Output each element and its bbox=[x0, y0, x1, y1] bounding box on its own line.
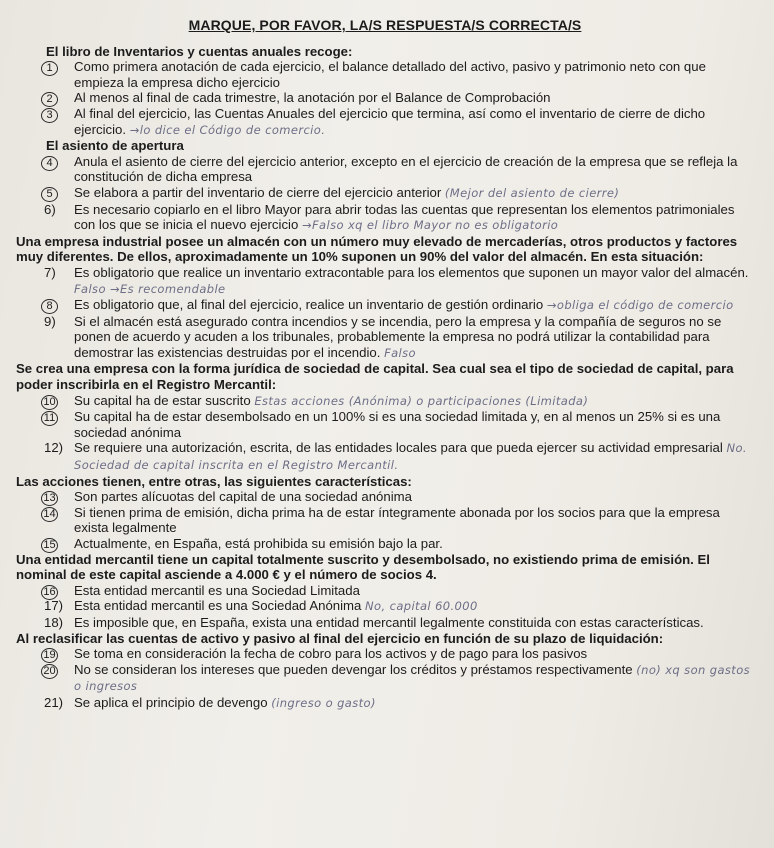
answer-option bbox=[16, 409, 754, 440]
answer-text: Se toma en consideración la fecha de cobro para los activos y de pago para los pasivos bbox=[74, 646, 588, 662]
question-list bbox=[16, 44, 754, 712]
answer-text: Se elabora a partir del inventario de cierre del ejercicio anterior bbox=[74, 184, 442, 200]
circled-answer-number bbox=[44, 154, 70, 171]
answer-number-label: 14 bbox=[41, 507, 58, 522]
answer-number-label: 7) bbox=[44, 264, 56, 280]
circled-answer-number bbox=[44, 646, 70, 663]
answer-number bbox=[44, 598, 70, 614]
circled-answer-number bbox=[44, 90, 70, 107]
answer-text: Su capital ha de estar desembolsado en un 100% si es una sociedad limitada y, en al menos un 25% si es una sociedad anónima bbox=[74, 409, 721, 440]
answer-option bbox=[16, 598, 754, 615]
answer-option bbox=[16, 440, 754, 473]
handwritten-note: (no) xq son gastos o ingresos bbox=[74, 662, 751, 694]
section-heading: Al reclasificar las cuentas de activo y pasivo al final del ejercicio en función de su plazo de liquidación: bbox=[16, 630, 664, 646]
circled-answer-number bbox=[44, 297, 70, 314]
answer-option bbox=[16, 505, 754, 536]
answer-text: Su capital ha de estar suscrito bbox=[74, 392, 251, 408]
section-acciones bbox=[16, 474, 754, 552]
answer-number-label: 17) bbox=[44, 598, 64, 614]
answer-option bbox=[16, 314, 754, 362]
answer-text: Se aplica el principio de devengo bbox=[74, 694, 268, 710]
answer-number-label: 18) bbox=[44, 614, 64, 630]
handwritten-note: Estas acciones (Anónima) o participaciones (Limitada) bbox=[254, 393, 589, 408]
answer-number-label: 19 bbox=[41, 648, 58, 663]
answer-option bbox=[16, 646, 754, 662]
answer-number-label: 9) bbox=[44, 313, 56, 329]
section-libro-inventarios bbox=[16, 44, 754, 139]
circled-answer-number bbox=[44, 185, 70, 202]
section-entidad-mercantil bbox=[16, 552, 754, 631]
answer-option bbox=[16, 536, 754, 552]
circled-answer-number bbox=[44, 59, 70, 76]
answer-option bbox=[16, 265, 754, 297]
answer-text: Al final del ejercicio, las Cuentas Anuales del ejercicio que termina, así como el inventario de cierre de dicho ejercicio. bbox=[74, 105, 706, 137]
section-reclasificar bbox=[16, 631, 754, 712]
circled-answer-number bbox=[44, 536, 70, 553]
answer-number-label: 10 bbox=[41, 395, 58, 410]
handwritten-note: Falso bbox=[384, 345, 416, 360]
answer-number-label: 6) bbox=[44, 201, 56, 217]
section-sociedad-capital bbox=[16, 361, 754, 473]
answer-number-label: 21) bbox=[44, 694, 64, 710]
handwritten-note: Falso →Es recomendable bbox=[74, 281, 226, 296]
answer-text: Son partes alícuotas del capital de una sociedad anónima bbox=[74, 489, 412, 505]
answer-option bbox=[16, 106, 754, 138]
answer-option bbox=[16, 695, 754, 712]
answer-number bbox=[44, 695, 70, 711]
answer-text: Es imposible que, en España, exista una entidad mercantil legalmente constituida con estas características. bbox=[74, 614, 704, 630]
handwritten-note: No, capital 60.000 bbox=[365, 599, 478, 614]
circled-answer-number bbox=[44, 583, 70, 600]
answer-option bbox=[16, 583, 754, 599]
answer-option bbox=[16, 154, 754, 185]
answer-option bbox=[16, 185, 754, 202]
answer-number-label: 5 bbox=[41, 187, 58, 202]
answer-option bbox=[16, 615, 754, 631]
answer-number-label: 1 bbox=[41, 61, 58, 76]
section-heading: Una empresa industrial posee un almacén con un número muy elevado de mercaderías, otros productos y factores muy diferentes. De ellos, aproximadamente un 10% suponen un 90% del valor del almacén. En esta situación: bbox=[16, 233, 738, 265]
answer-text: No se consideran los intereses que pueden devengar los créditos y préstamos respectivamente bbox=[74, 661, 633, 677]
circled-answer-number bbox=[44, 505, 70, 522]
answer-text: Actualmente, en España, está prohibida su emisión bajo la par. bbox=[74, 536, 443, 551]
section-heading: Las acciones tienen, entre otras, las siguientes características: bbox=[16, 473, 412, 489]
section-heading: Se crea una empresa con la forma jurídica de sociedad de capital. Sea cual sea el tipo de sociedad de capital, para poder inscribirla en el Registro Mercantil: bbox=[16, 361, 734, 393]
section-heading: Una entidad mercantil tiene un capital totalmente suscrito y desembolsado, no existiendo prima de emisión. El nominal de este capital asciende a 4.000 € y el número de socios 4. bbox=[16, 551, 710, 583]
section-asiento-apertura bbox=[16, 138, 754, 234]
answer-text: Esta entidad mercantil es una Sociedad Limitada bbox=[74, 582, 360, 598]
section-heading: El asiento de apertura bbox=[46, 138, 184, 154]
answer-number-label: 3 bbox=[41, 108, 58, 123]
page-title: MARQUE, POR FAVOR, LA/S RESPUESTA/S CORRECTA/S bbox=[188, 17, 582, 33]
answer-option bbox=[16, 489, 754, 505]
section-almacen bbox=[16, 234, 754, 362]
answer-number bbox=[44, 202, 70, 218]
answer-text: Si el almacén está asegurado contra incendios y se incendia, pero la empresa y la compañía de seguros no se ponen de acuerdo y acuden a los tribunales, probablemente la empresa no podrá utilizar la contabilidad para demostrar las existencias destruidas por el incendio. bbox=[74, 313, 722, 360]
circled-answer-number bbox=[44, 393, 70, 410]
answer-text: Es necesario copiarlo en el libro Mayor para abrir todas las cuentas que representan los elementos patrimoniales con los que se inicia el nuevo ejercicio bbox=[74, 201, 735, 233]
answer-number-label: 15 bbox=[41, 538, 58, 553]
answer-number bbox=[44, 265, 70, 281]
handwritten-note: No. Sociedad de capital inscrita en el Registro Mercantil. bbox=[74, 441, 747, 473]
answer-number bbox=[44, 615, 70, 631]
answer-option bbox=[16, 393, 754, 410]
circled-answer-number bbox=[44, 489, 70, 506]
handwritten-note: →Falso xq el libro Mayor no es obligatorio bbox=[302, 218, 559, 233]
answer-number-label: 20 bbox=[41, 664, 58, 679]
answer-number-label: 8 bbox=[41, 299, 58, 314]
answer-number-label: 16 bbox=[41, 585, 58, 600]
answer-text: Al menos al final de cada trimestre, la anotación por el Balance de Comprobación bbox=[74, 90, 551, 106]
answer-text: Es obligatorio que, al final del ejercicio, realice un inventario de gestión ordinario bbox=[74, 297, 544, 313]
answer-number bbox=[44, 440, 70, 456]
answer-option bbox=[16, 297, 754, 314]
handwritten-note: →obliga el código de comercio bbox=[546, 298, 734, 313]
answer-option bbox=[16, 662, 754, 695]
answer-text: Si tienen prima de emisión, dicha prima ha de estar íntegramente abonada por los socios para que la empresa exista legalmente bbox=[74, 504, 720, 536]
answer-text: Es obligatorio que realice un inventario extracontable para los elementos que suponen un mayor valor del almacén. bbox=[74, 264, 749, 280]
answer-text: Se requiere una autorización, escrita, de las entidades locales para que pueda ejercer su actividad empresarial bbox=[74, 440, 723, 456]
handwritten-note: (Mejor del asiento de cierre) bbox=[444, 185, 620, 200]
answer-number bbox=[44, 314, 70, 330]
answer-number-label: 12) bbox=[44, 440, 64, 456]
circled-answer-number bbox=[44, 409, 70, 426]
answer-number-label: 2 bbox=[41, 92, 58, 107]
answer-option bbox=[16, 202, 754, 234]
handwritten-note: →lo dice el Código de comercio. bbox=[129, 122, 326, 137]
circled-answer-number bbox=[44, 662, 70, 679]
circled-answer-number bbox=[44, 106, 70, 123]
answer-option bbox=[16, 90, 754, 106]
answer-number-label: 4 bbox=[41, 156, 58, 171]
answer-number-label: 13 bbox=[41, 491, 58, 506]
answer-text: Esta entidad mercantil es una Sociedad Anónima bbox=[74, 598, 362, 614]
answer-text: Como primera anotación de cada ejercicio, el balance detallado del activo, pasivo y patrimonio neto con que empieza la empresa dicho ejercicio bbox=[74, 59, 706, 90]
answer-option bbox=[16, 59, 754, 90]
answer-number-label: 11 bbox=[41, 411, 58, 426]
answer-text: Anula el asiento de cierre del ejercicio anterior, excepto en el ejercicio de creación de la empresa que se refleja la constitución de dicha empresa bbox=[74, 153, 738, 185]
section-heading: El libro de Inventarios y cuentas anuales recoge: bbox=[46, 43, 353, 59]
handwritten-note: (ingreso o gasto) bbox=[271, 695, 376, 710]
